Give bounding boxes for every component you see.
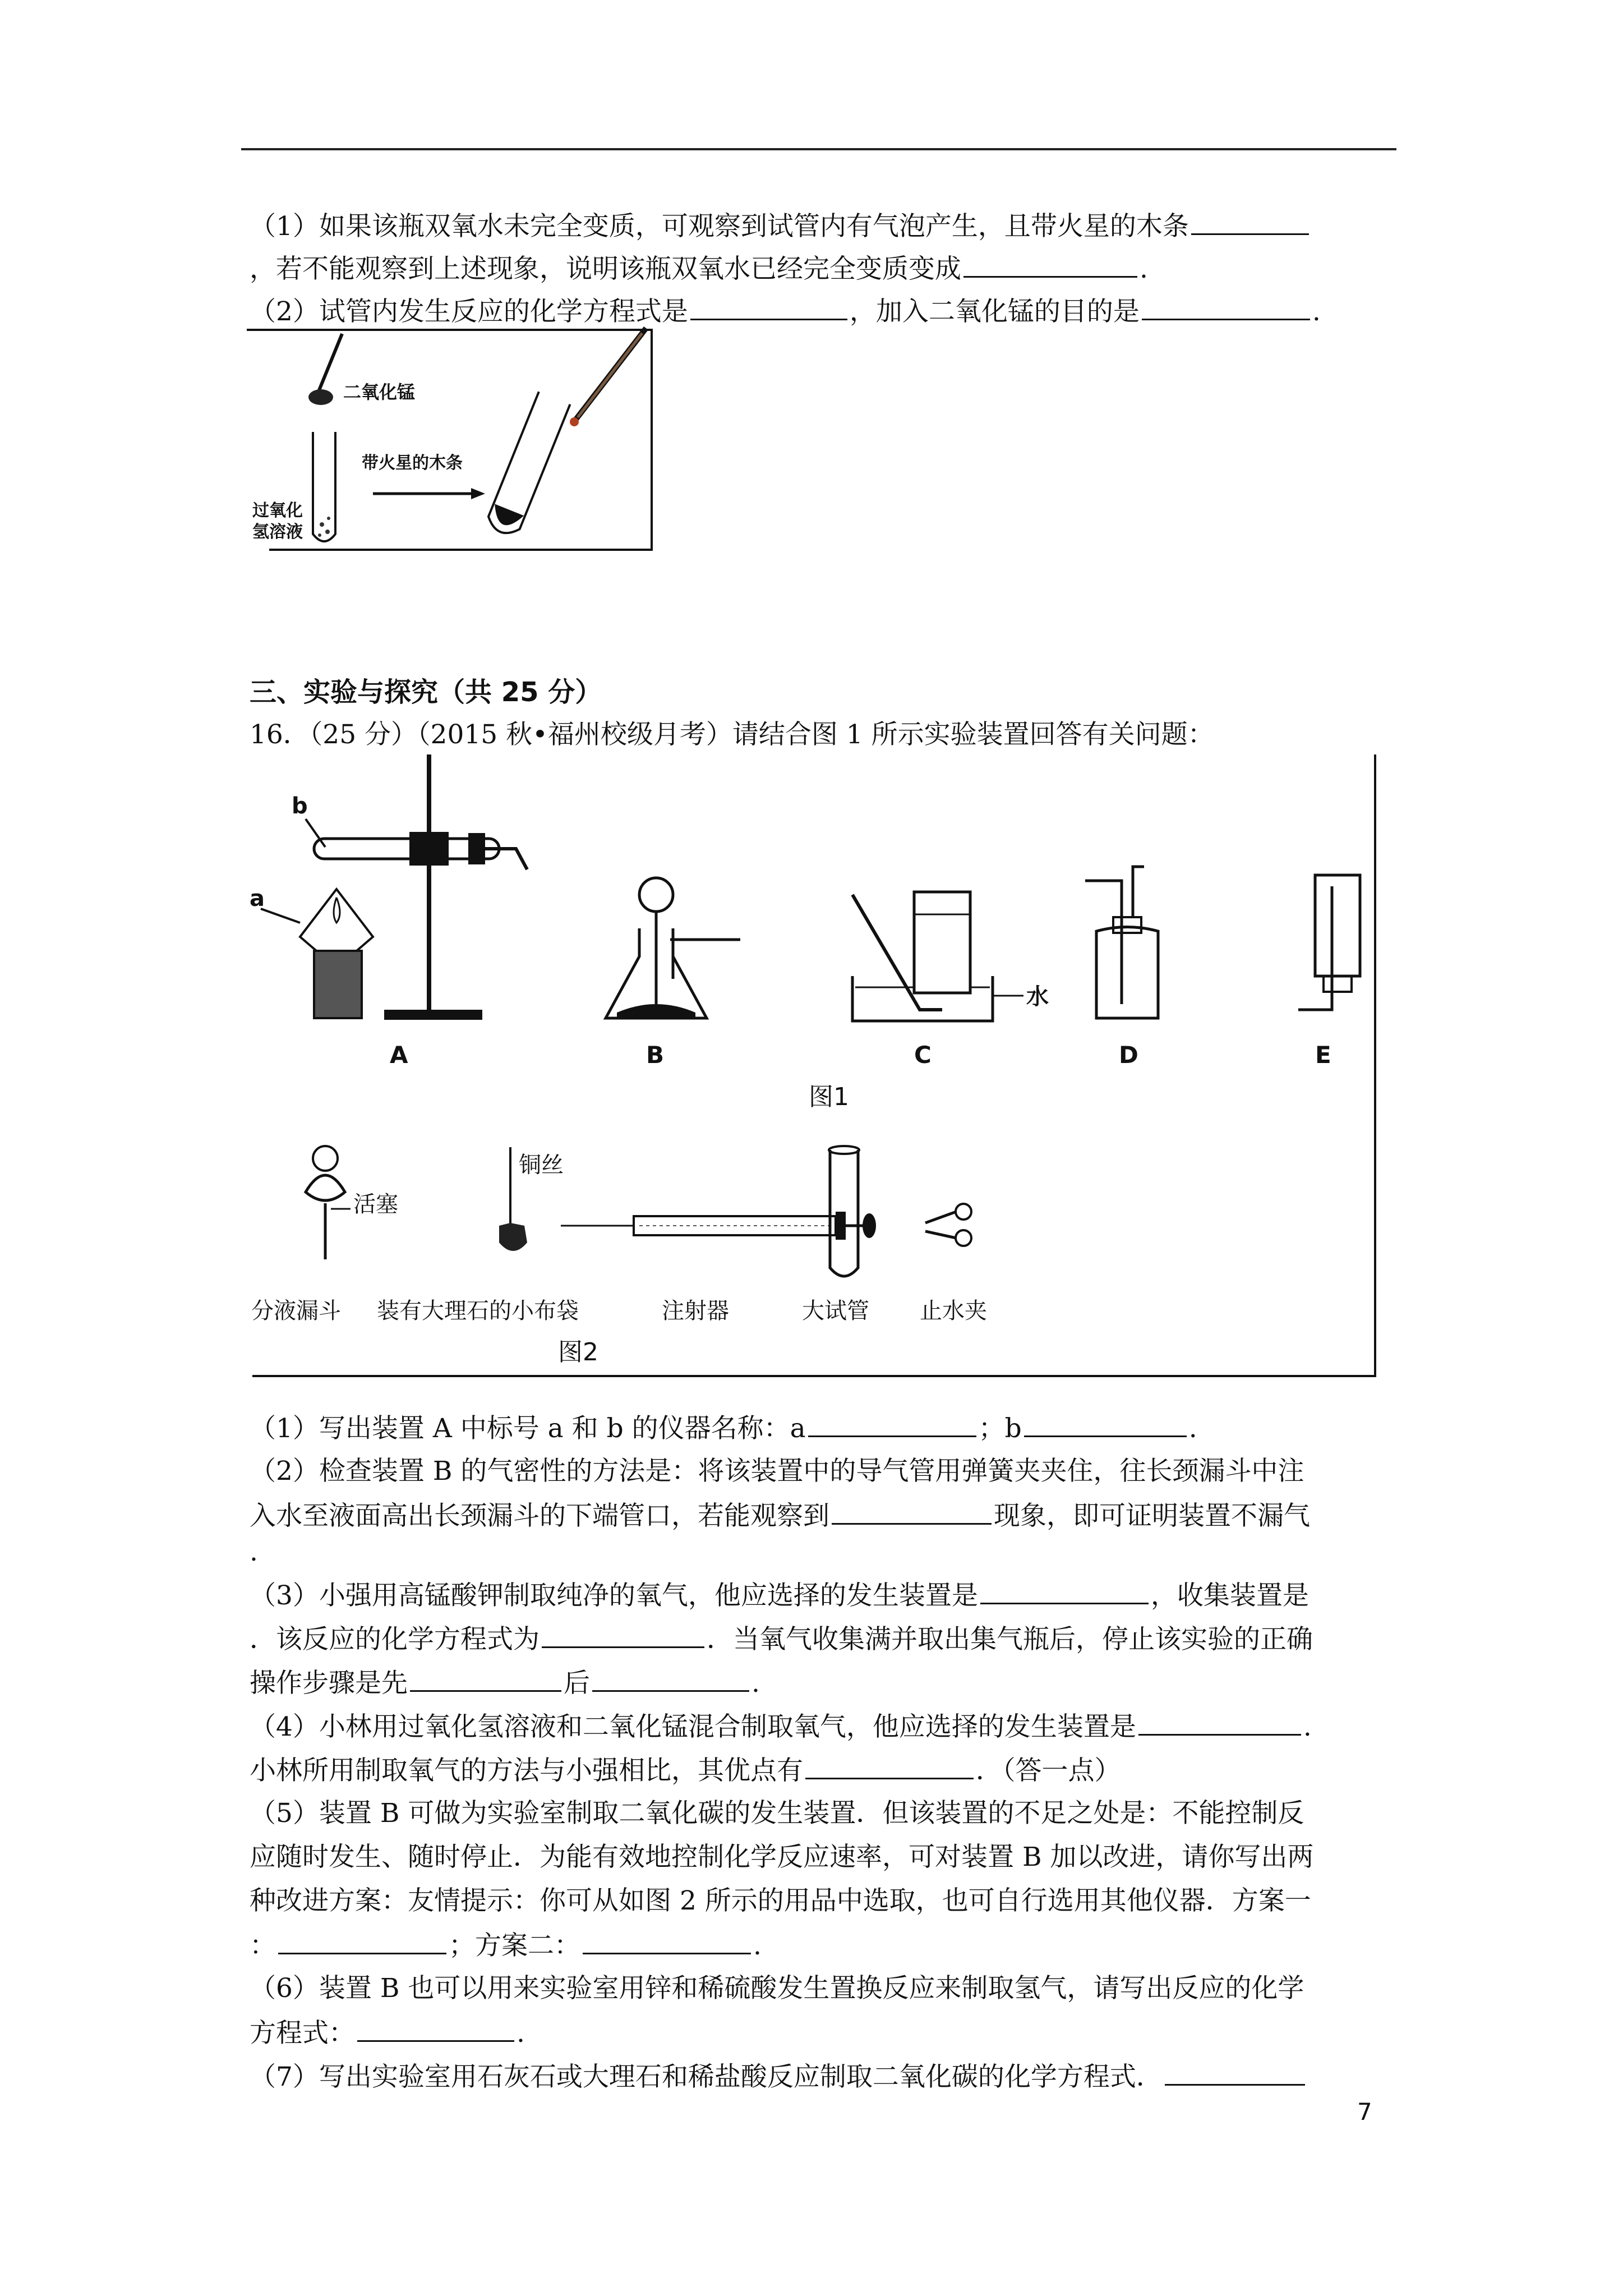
figure1-caption: 图1: [809, 1083, 849, 1111]
apparatus-b: [606, 878, 740, 1069]
answer-blank[interactable]: [592, 1665, 749, 1692]
q16-part6-line2: 方程式： .: [250, 2016, 525, 2050]
label-wire: 铜丝: [519, 1152, 564, 1178]
answer-blank[interactable]: [1165, 2059, 1305, 2086]
q16-part5-line3: 种改进方案：友情提示：你可从如图 2 所示的用品中选取，也可自行选用其他仪器．方案一: [250, 1885, 1311, 1916]
figure-apparatus: [247, 754, 1380, 1383]
answer-blank[interactable]: [1024, 1411, 1187, 1437]
apparatus-label: D: [1119, 1041, 1138, 1069]
label-splint: 带火星的木条: [362, 453, 463, 473]
label-h2o2-2: 氢溶液: [252, 522, 303, 542]
label-water: 水: [1026, 984, 1049, 1010]
page-number: 7: [1357, 2098, 1372, 2125]
label-valve: 活塞: [353, 1191, 398, 1217]
q16-part4-line2: 小林所用制取氧气的方法与小强相比，其优点有 ．（答一点）: [250, 1753, 1121, 1788]
q16-stem: 16．（25 分）（2015 秋•福州校级月考）请结合图 1 所示实验装置回答有关问题：: [250, 719, 1214, 750]
q16-part2-line3: .: [250, 1536, 258, 1567]
q16-part1: （1）写出装置 A 中标号 a 和 b 的仪器名称：a ；b .: [250, 1411, 1197, 1446]
answer-blank[interactable]: [410, 1665, 561, 1692]
answer-blank[interactable]: [963, 251, 1137, 278]
item-label: 装有大理石的小布袋: [377, 1298, 579, 1324]
item-label: 分液漏斗: [251, 1298, 341, 1324]
apparatus-c: [852, 892, 1049, 1069]
answer-blank[interactable]: [980, 1578, 1149, 1604]
label-mno2: 二氧化锰: [343, 381, 416, 403]
apparatus-label: E: [1315, 1041, 1331, 1069]
q16-part5-line4: ： ；方案二： .: [250, 1928, 762, 1963]
answer-blank[interactable]: [1191, 209, 1309, 235]
section-title: 三、实验与探究（共 25 分）: [250, 677, 602, 708]
q16-part3-line2: ．该反应的化学方程式为 ．当氧气收集满并取出集气瓶后，停止该实验的正确: [250, 1622, 1313, 1657]
apparatus-label: B: [646, 1041, 665, 1069]
apparatus-label: C: [914, 1041, 932, 1069]
q16-part2-line1: （2）检查装置 B 的气密性的方法是：将该装置中的导气管用弹簧夹夹住，往长颈漏斗中注: [250, 1456, 1304, 1487]
q16-part7-line1: （7）写出实验室用石灰石或大理石和稀盐酸反应制取二氧化碳的化学方程式．: [250, 2059, 1307, 2094]
answer-blank[interactable]: [832, 1498, 992, 1525]
answer-blank[interactable]: [583, 1928, 751, 1954]
figure-mno2-test: [247, 325, 656, 555]
q16-part3-line3: 操作步骤是先 后 .: [250, 1665, 760, 1700]
q1-line2: ，若不能观察到上述现象，说明该瓶双氧水已经完全变质变成 .: [250, 251, 1148, 286]
separatory-funnel: [306, 1146, 398, 1259]
answer-blank[interactable]: [808, 1411, 976, 1437]
label-h2o2-1: 过氧化: [252, 501, 303, 521]
item-label: 止水夹: [920, 1298, 987, 1324]
q2-line: （2）试管内发生反应的化学方程式是 ，加入二氧化锰的目的是 .: [250, 294, 1321, 329]
label-a: a: [250, 886, 265, 912]
q16-part3-line1: （3）小强用高锰酸钾制取纯净的氧气，他应选择的发生装置是 ，收集装置是: [250, 1578, 1309, 1613]
q1-line1: （1）如果该瓶双氧水未完全变质，可观察到试管内有气泡产生，且带火星的木条: [250, 209, 1311, 243]
apparatus-label: A: [390, 1041, 408, 1069]
figure2-caption: 图2: [558, 1338, 598, 1366]
answer-blank[interactable]: [1142, 294, 1310, 320]
answer-blank[interactable]: [805, 1753, 974, 1779]
answer-blank[interactable]: [542, 1622, 704, 1648]
large-test-tube: [829, 1146, 859, 1276]
pinch-clamp: [925, 1204, 971, 1246]
answer-blank[interactable]: [278, 1928, 446, 1954]
apparatus-a: [250, 754, 527, 1069]
q16-part2-line2: 入水至液面高出长颈漏斗的下端管口，若能观察到 现象，即可证明装置不漏气: [250, 1498, 1310, 1533]
q16-part4-line1: （4）小林用过氧化氢溶液和二氧化锰混合制取氧气，他应选择的发生装置是 .: [250, 1709, 1312, 1744]
apparatus-e: [1298, 875, 1360, 1069]
item-label: 大试管: [802, 1298, 869, 1324]
q16-part5-line2: 应随时发生、随时停止．为能有效地控制化学反应速率，可对装置 B 加以改进，请你写出两: [250, 1842, 1314, 1872]
label-b: b: [292, 793, 308, 819]
q16-part6-line1: （6）装置 B 也可以用来实验室用锌和稀硫酸发生置换反应来制取氢气，请写出反应的化学: [250, 1973, 1304, 2004]
answer-blank[interactable]: [690, 294, 847, 320]
header-rule: [241, 148, 1396, 150]
item-label: 注射器: [662, 1298, 729, 1324]
marble-bag: [499, 1147, 564, 1251]
apparatus-d: [1085, 867, 1158, 1069]
answer-blank[interactable]: [1138, 1709, 1301, 1736]
answer-blank[interactable]: [357, 2016, 514, 2042]
q16-part5-line1: （5）装置 B 可做为实验室制取二氧化碳的发生装置．但该装置的不足之处是：不能控制反: [250, 1798, 1304, 1829]
